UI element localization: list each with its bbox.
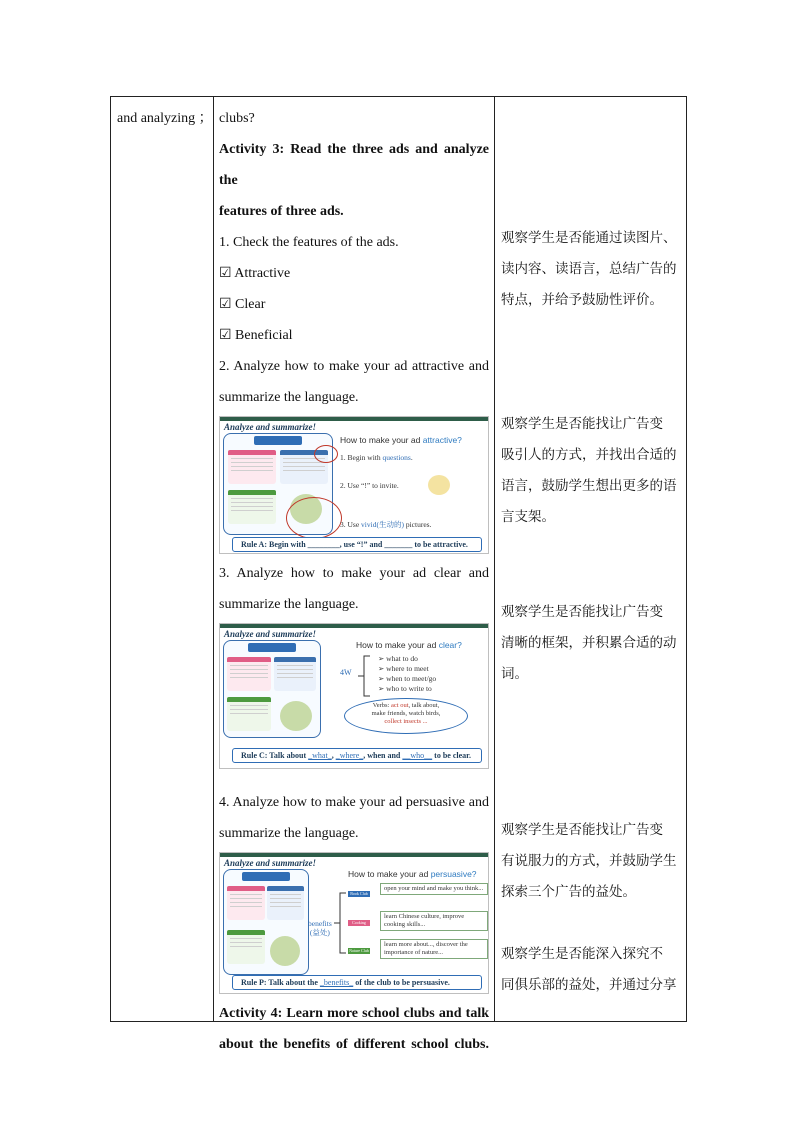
column-divider-1: [213, 97, 214, 1021]
eval-line: 探索三个广告的益处。: [501, 884, 636, 900]
eval-line: 观察学生是否能通过读图片、: [501, 230, 677, 246]
benefit-box: learn more about..., discover the importance of nature...: [380, 939, 488, 959]
nature-club-card: [228, 490, 276, 524]
rule-c-box: Rule C: Talk about _what_, _where_, when and __who__ to be clear.: [232, 748, 482, 763]
cooking-club-card: [227, 657, 271, 691]
eval-line: 吸引人的方式，并找出合适的: [501, 447, 677, 463]
slide-top-bar: [220, 624, 489, 628]
label-4w: 4W: [340, 668, 352, 677]
activity-column: [219, 103, 489, 1060]
ad-poster-image: [223, 640, 321, 738]
benefit-box: open your mind and make you think...: [380, 883, 488, 895]
slide-item: 3. Use vivid(生动的) pictures.: [340, 520, 432, 529]
activity3-heading-cont: features of three ads.: [219, 204, 344, 219]
cooking-club-card: [227, 886, 265, 920]
slide-item: 1. Begin with questions.: [340, 453, 413, 462]
task3-text-cont: summarize the language.: [219, 597, 359, 612]
evaluation-4: [501, 815, 683, 908]
slide-heading: How to make your ad clear?: [356, 640, 462, 650]
eval-line: 观察学生是否能找让广告变: [501, 416, 663, 432]
text-line: clubs?: [219, 111, 255, 126]
eval-line: 特点，并给予鼓励性评价。: [501, 292, 663, 308]
task2-text: 2. Analyze how to make your ad attractive and: [219, 359, 489, 374]
activity4-heading: Activity 4: Learn more school clubs and talk: [219, 1006, 489, 1021]
activity4-heading-cont: about the benefits of different school clubs.: [219, 1037, 489, 1052]
cooking-club-tag: Cooking Club: [348, 920, 370, 926]
slide-item: 2. Use “!” to invite.: [340, 481, 399, 490]
slide-clear: [219, 623, 489, 769]
lesson-table: [110, 96, 687, 1052]
slide-attractive: [219, 416, 489, 554]
column-divider-2: [494, 97, 495, 1021]
slide-title: Analyze and summarize!: [224, 422, 317, 432]
stage-column: [117, 103, 213, 134]
highlight-circle: [286, 497, 342, 539]
eval-line: 观察学生是否能找让广告变: [501, 822, 663, 838]
task4-text-cont: summarize the language.: [219, 826, 359, 841]
slide-title: Analyze and summarize!: [224, 629, 317, 639]
eval-line: 同俱乐部的益处，并通过分享: [501, 977, 677, 993]
verbs-cloud: Verbs: act out, talk about, make friends, watch birds, collect insects ...: [344, 698, 468, 734]
nature-club-tag: Nature Club: [349, 948, 369, 953]
poster-ribbon: [248, 643, 296, 652]
evaluation-1: [501, 223, 683, 316]
ad-poster-image: [223, 869, 309, 975]
slide-top-bar: [220, 417, 489, 421]
list-item: ➢ where to meet: [378, 664, 429, 673]
check-attractive: ☑ Attractive: [219, 266, 291, 281]
cooking-club-card: [228, 450, 276, 484]
eval-line: 观察学生是否能找让广告变: [501, 604, 663, 620]
slide-heading: How to make your ad attractive?: [340, 435, 462, 445]
check-clear: ☑ Clear: [219, 297, 266, 312]
rule-a-box: Rule A: Begin with ________, use “!” and _______ to be attractive.: [232, 537, 482, 552]
stage-text: and analyzing ；: [117, 111, 213, 126]
nature-club-card: [227, 697, 271, 731]
highlight-circle: [314, 445, 338, 463]
tree-picture: [280, 701, 312, 731]
book-club-card: [267, 886, 304, 920]
list-item: ➢ when to meet/go: [378, 674, 437, 683]
benefits-label: benefits (益处): [308, 919, 332, 937]
evaluation-2: [501, 409, 683, 533]
task3-text: 3. Analyze how to make your ad clear and: [219, 566, 489, 581]
evaluation-5: [501, 939, 683, 1001]
check-beneficial: ☑ Beneficial: [219, 328, 293, 343]
slide-persuasive: [219, 852, 489, 994]
poster-ribbon: [254, 436, 302, 445]
list-item: ➢ what to do: [378, 654, 418, 663]
list-item: ➢ who to write to: [378, 684, 432, 693]
task1-text: 1. Check the features of the ads.: [219, 235, 399, 250]
evaluation-3: [501, 597, 683, 690]
slide-heading: How to make your ad persuasive?: [348, 869, 477, 879]
slide-top-bar: [220, 853, 489, 857]
nature-club-card: [227, 930, 265, 964]
eval-line: 语言，鼓励学生想出更多的语: [501, 478, 677, 494]
eval-line: 有说服力的方式，并鼓励学生: [501, 853, 677, 869]
eval-line: 言支架。: [501, 509, 555, 525]
eval-line: 词。: [501, 666, 528, 682]
task4-text: 4. Analyze how to make your ad persuasive and: [219, 795, 489, 810]
slide-title: Analyze and summarize!: [224, 858, 317, 868]
bracket-icon: [332, 891, 348, 955]
rule-p-box: Rule P: Talk about the _benefits_ of the club to be persuasive.: [232, 975, 482, 990]
task2-text-cont: summarize the language.: [219, 390, 359, 405]
bracket-icon: [356, 654, 372, 698]
poster-ribbon: [242, 872, 290, 881]
exclaim-picture: [428, 475, 450, 495]
eval-line: 清晰的框架，并积累合适的动: [501, 635, 677, 651]
eval-line: 观察学生是否能深入探究不: [501, 946, 663, 962]
tree-picture: [270, 936, 300, 966]
book-club-card: [274, 657, 316, 691]
book-club-tag: Book Club: [348, 891, 370, 897]
activity3-heading: Activity 3: Read the three ads and analyze the: [219, 142, 489, 188]
eval-line: 读内容、读语言，总结广告的: [501, 261, 677, 277]
benefit-box: learn Chinese culture, improve cooking skills...: [380, 911, 488, 931]
